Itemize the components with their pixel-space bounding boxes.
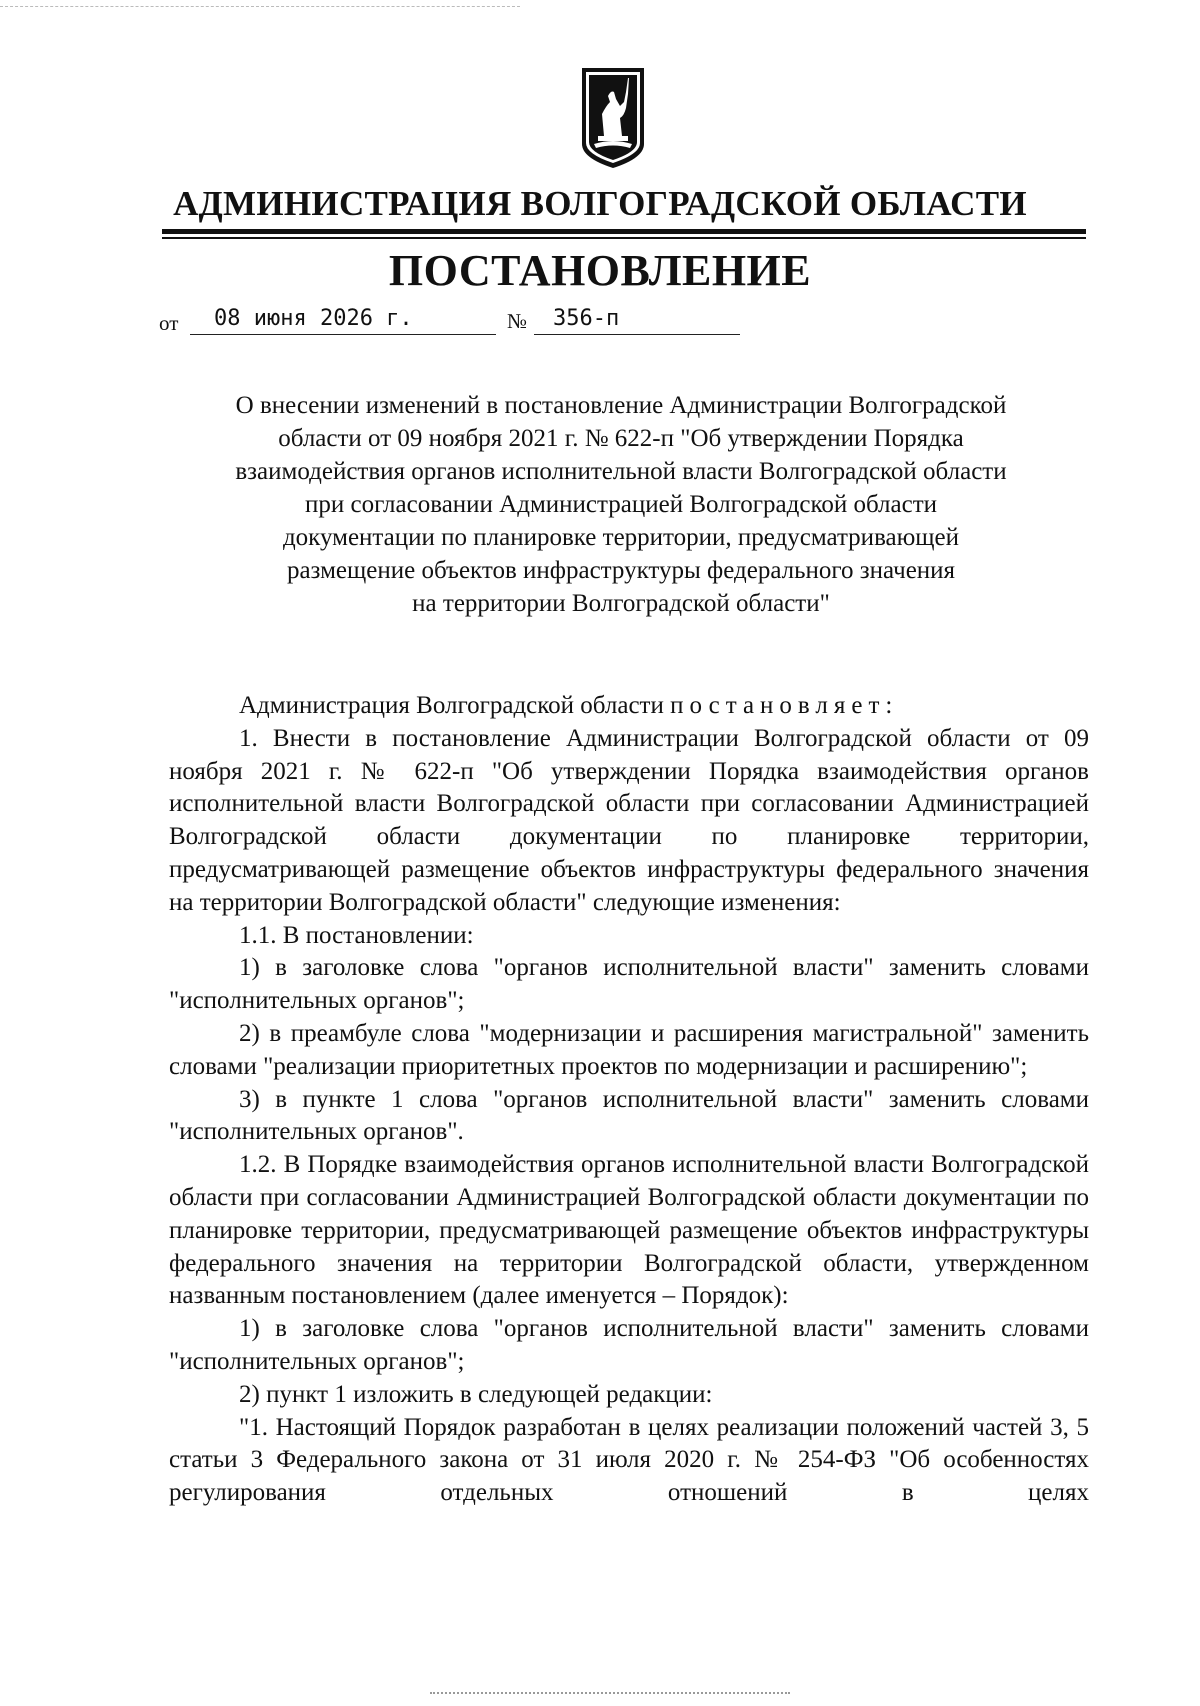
preamble-start: Администрация Волгоградской области: [239, 692, 664, 719]
scan-edge-mark: [430, 1692, 790, 1694]
preamble: [169, 690, 1089, 723]
body-paragraph: 2) в преамбуле слова "модернизации и расширения магистральной" заменить словами "реализации приоритетных проектов по модернизации и расширению";: [169, 1019, 1089, 1080]
subject-line: взаимодействия органов исполнительной власти Волгоградской области: [235, 458, 1007, 485]
scan-edge-line: [0, 6, 520, 7]
subject-line: области от 09 ноября 2021 г. № 622-п "Об утверждении Порядка: [278, 425, 964, 452]
subject-line: при согласовании Администрацией Волгоградской области: [304, 491, 938, 518]
body-paragraph: 3) в пункте 1 слова "органов исполнительной власти" заменить словами "исполнительных органов".: [169, 1085, 1089, 1146]
body-paragraph: 2) пункт 1 изложить в следующей редакции:: [239, 1380, 713, 1408]
body-paragraph: 1) в заголовке слова "органов исполнительной власти" заменить словами "исполнительных органов";: [169, 954, 1089, 1015]
body-paragraph: 1.2. В Порядке взаимодействия органов исполнительной власти Волгоградской области при согласовании Администрацией Волгоградской области документации по планировке территории, предусматривающей размещение объектов инфраструктуры федерального значения на территории Волгоградской области, утвержденном названным постановлением (далее именуется – Порядок):: [169, 1151, 1089, 1310]
header-rule-thin: [162, 237, 1086, 239]
date-underline: [190, 334, 496, 335]
body-paragraph: 1. Внести в постановление Администрации Волгоградской области от 09 ноября 2021 г. № 622-п "Об утверждении Порядка взаимодействия органов исполнительной власти Волгоградской области при согласовании Администрацией Волгоградской области документации по планировке территории, предусматривающей размещение объектов инфраструктуры федерального значения на территории Волгоградской области" следующие изменения:: [169, 724, 1089, 916]
body-paragraph: "1. Настоящий Порядок разработан в целях реализации положений частей 3, 5 статьи 3 Федерального закона от 31 июля 2020 г. № 254-ФЗ "Об особенностях регулирования отдельных отношений в целях: [169, 1413, 1089, 1507]
subject-line: размещение объектов инфраструктуры федерального значения: [286, 557, 956, 584]
number-label: №: [507, 309, 528, 333]
subject-line: на территории Волгоградской области": [412, 590, 830, 617]
coat-of-arms-emblem: [580, 66, 646, 170]
document-number: 356-п: [553, 306, 620, 331]
body-paragraph: 1.1. В постановлении:: [239, 921, 474, 949]
document-type-title: ПОСТАНОВЛЕНИЕ: [388, 246, 812, 295]
preamble-verb: постановляет:: [670, 692, 899, 719]
header-rule-thick: [162, 229, 1086, 234]
document-body: [169, 690, 1089, 1510]
organization-title: АДМИНИСТРАЦИЯ ВОЛГОГРАДСКОЙ ОБЛАСТИ: [173, 184, 1027, 223]
number-underline: [534, 334, 740, 335]
body-paragraph: 1) в заголовке слова "органов исполнительной власти" заменить словами "исполнительных органов";: [169, 1315, 1089, 1375]
subject-line: О внесении изменений в постановление Администрации Волгоградской: [235, 392, 1007, 419]
document-date: 08 июня 2026 г.: [214, 306, 413, 331]
subject-line: документации по планировке территории, предусматривающей: [282, 524, 960, 551]
date-label: от: [159, 311, 179, 335]
document-subject: [160, 389, 1082, 620]
